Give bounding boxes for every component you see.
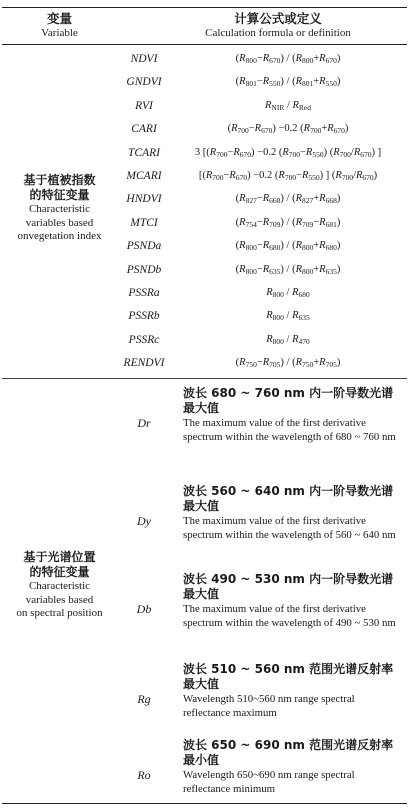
veg-variable-name: PSNDa <box>126 240 162 253</box>
veg-group-cn-2: 的特征变量 <box>29 188 90 202</box>
pos-definition-cn: 波长 650 ~ 690 nm 范围光谱反射率最小值 <box>183 738 394 767</box>
pos-definition <box>183 484 401 542</box>
veg-group-en-1: Characteristic <box>28 203 91 215</box>
veg-formula: $(R_{827}-R_{668}) / (R_{827}+R_{668})$ <box>235 193 341 206</box>
pos-group-label <box>2 550 117 621</box>
veg-variable-name: PSNDb <box>126 263 162 276</box>
veg-formula: $(R_{750}-R_{705}) / (R_{750}+R_{705})$ <box>235 357 341 370</box>
veg-formula: $R_{800} / R_{635}$ <box>266 310 310 323</box>
header-variable-en: Variable <box>41 27 78 39</box>
veg-formula: $(R_{754}-R_{709}) / (R_{709}-R_{681})$ <box>235 216 341 229</box>
pos-definition-en: The maximum value of the first derivative spectrum within the wavelength of 490 ~ 530 nm <box>183 603 396 629</box>
veg-formula: $(R_{800}-R_{670}) / (R_{800}+R_{670})$ <box>235 53 341 65</box>
veg-variable-name: CARI <box>131 123 157 136</box>
pos-variable-name: Rg <box>137 692 151 706</box>
pos-definition <box>183 662 401 720</box>
veg-formula: $(R_{801}-R_{550}) / (R_{801}+R_{550})$ <box>235 76 341 89</box>
pos-definition-en: Wavelength 510~560 nm range spectral reflectance maximum <box>183 693 355 719</box>
veg-formula: $R_{NIR} / R_{Red}$ <box>264 99 312 112</box>
veg-variable-name: NDVI <box>130 53 158 65</box>
header-formula-cn: 计算公式或定义 <box>234 11 322 26</box>
veg-variable-name: PSSRa <box>128 287 160 299</box>
pos-variable-name: Db <box>136 602 152 616</box>
pos-group-cn-2: 的特征变量 <box>29 565 90 579</box>
veg-group-en-2: variables based <box>25 216 94 229</box>
header-formula <box>150 11 406 40</box>
pos-group-en-3: on spectral position <box>16 607 103 619</box>
pos-definition-cn: 波长 560 ~ 640 nm 内一阶导数光谱最大值 <box>183 484 394 513</box>
section-rule <box>2 378 407 379</box>
pos-definition <box>183 386 401 444</box>
pos-variable-name: Ro <box>137 768 151 782</box>
veg-group-cn-1: 基于植被指数 <box>23 173 96 187</box>
pos-group-en-2: variables based <box>25 593 94 606</box>
veg-variable-name: RENDVI <box>123 357 165 370</box>
header-rule <box>2 44 407 45</box>
header-formula-en: Calculation formula or definition <box>205 27 351 39</box>
pos-variable-name: Dr <box>137 416 151 430</box>
veg-formula: [$(R_{700}-R_{670}) -0.2$ $(R_{700}-R_{550})$ ] $(R_{700}/R_{670})$ <box>198 170 378 182</box>
veg-variable-name: MTCI <box>130 216 158 229</box>
pos-group-cn-1: 基于光谱位置 <box>23 550 96 564</box>
pos-variable-name: Dy <box>137 514 151 528</box>
pos-definition-en: Wavelength 650~690 nm range spectral reflectance minimum <box>183 769 355 795</box>
pos-definition-en: The maximum value of the first derivative spectrum within the wavelength of 680 ~ 760 nm <box>183 417 396 443</box>
veg-variable-name: GNDVI <box>126 76 162 89</box>
veg-formula: $(R_{700}-R_{670}) -0.2$ $(R_{700}+R_{670})$ <box>227 123 349 136</box>
veg-formula: $R_{800} / R_{470}$ <box>266 333 310 346</box>
header-variable-cn: 变量 <box>46 11 72 26</box>
veg-formula: 3 [$(R_{700}-R_{670}) -0.2$ $(R_{700}-R_{550})$ $(R_{700}/R_{670})$ ] <box>194 146 382 159</box>
veg-variable-name: RVI <box>135 99 153 112</box>
pos-definition-en: The maximum value of the first derivative spectrum within the wavelength of 560 ~ 640 nm <box>183 515 396 541</box>
pos-definition-cn: 波长 490 ~ 530 nm 内一阶导数光谱最大值 <box>183 572 394 601</box>
pos-group-en-1: Characteristic <box>28 580 91 592</box>
veg-variable-name: HNDVI <box>126 193 162 206</box>
pos-definition <box>183 738 401 796</box>
pos-definition-cn: 波长 510 ~ 560 nm 范围光谱反射率最大值 <box>183 662 394 691</box>
veg-group-label <box>2 173 117 244</box>
veg-group-en-3: onvegetation index <box>17 230 102 242</box>
veg-formula: $(R_{800}-R_{635}) / (R_{800}+R_{635})$ <box>235 263 341 276</box>
veg-variable-name: TCARI <box>128 146 160 159</box>
table-bottom-rule <box>2 803 407 804</box>
veg-variable-name: MCARI <box>126 170 162 182</box>
veg-formula: $R_{800} / R_{680}$ <box>266 287 310 299</box>
veg-variable-name: PSSRc <box>128 333 160 346</box>
pos-definition <box>183 572 401 630</box>
veg-variable-name: PSSRb <box>128 310 160 323</box>
veg-formula: $(R_{800}-R_{680}) / (R_{800}+R_{680})$ <box>235 240 341 253</box>
header-variable <box>2 11 117 40</box>
pos-definition-cn: 波长 680 ~ 760 nm 内一阶导数光谱最大值 <box>183 386 394 415</box>
table-top-rule <box>2 7 407 8</box>
